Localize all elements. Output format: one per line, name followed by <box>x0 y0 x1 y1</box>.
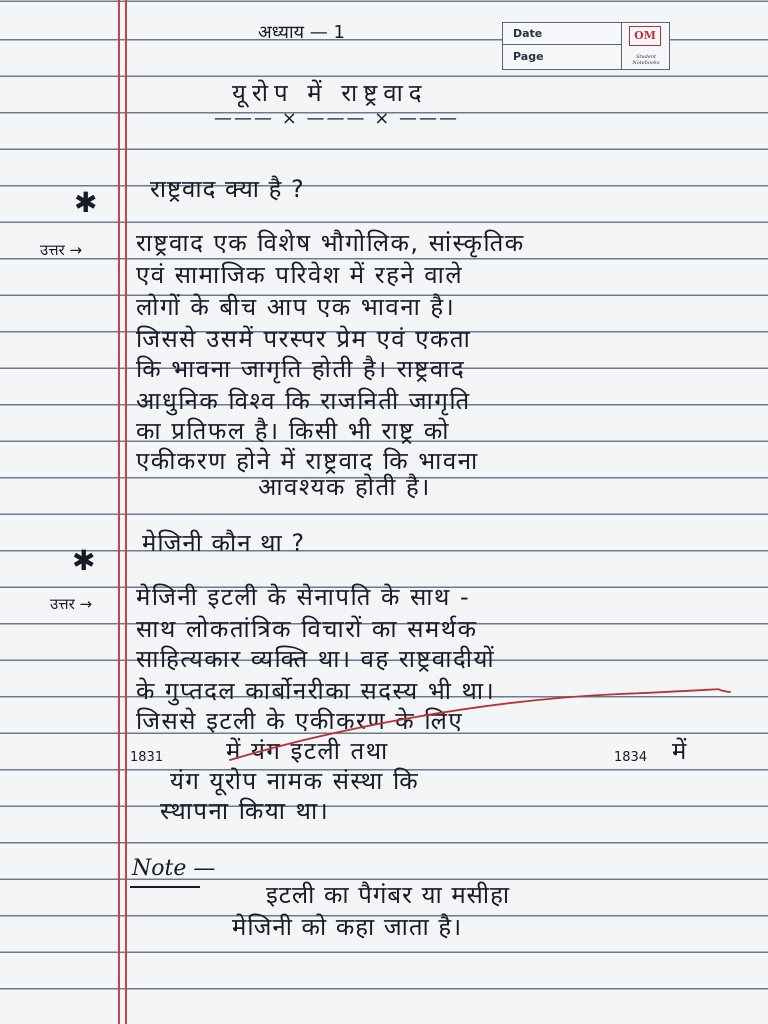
red-pen-path <box>230 689 730 760</box>
answer-2-line-8: स्थापना किया था। <box>160 797 330 825</box>
logo-text: OM <box>629 26 661 46</box>
answer-1-line-5: कि भावना जागृति होती है। राष्ट्रवाद <box>136 355 466 383</box>
page-title: यूरोप में राष्ट्रवाद <box>232 79 428 107</box>
answer-1-line-6: आधुनिक विश्व कि राजनिती जागृति <box>136 387 471 415</box>
question-1: राष्ट्रवाद क्या है ? <box>150 175 305 203</box>
question-2: मेजिनी कौन था ? <box>142 529 306 557</box>
answer-2-line-7: यंग यूरोप नामक संस्था कि <box>170 767 420 795</box>
answer-2-line-3: साहित्यकार व्यक्ति था। वह राष्ट्रवादीयों <box>136 645 496 673</box>
page-field: Page <box>513 50 544 63</box>
title-decoration: ——— × ——— × ——— <box>214 108 460 129</box>
chapter-heading: अध्याय — 1 <box>258 22 345 43</box>
answer-label-2: उत्तर → <box>50 595 93 613</box>
logo-subtext: Student Notebooks <box>632 54 660 66</box>
year-1831: 1831 <box>130 750 164 765</box>
answer-2-line-1: मेजिनी इटली के सेनापति के साथ - <box>136 583 471 611</box>
answer-2-line-5: जिससे इटली के एकीकरण के लिए <box>136 707 464 735</box>
answer-1-line-9: आवश्यक होती है। <box>258 473 431 501</box>
note-underline <box>130 886 200 888</box>
answer-1-line-8: एकीकरण होने में राष्ट्रवाद कि भावना <box>136 447 479 475</box>
answer-2-line-2: साथ लोकतांत्रिक विचारों का समर्थक <box>136 615 478 643</box>
answer-1-line-2: एवं सामाजिक परिवेश में रहने वाले <box>136 261 464 289</box>
question-marker-2: ✱ <box>72 544 96 577</box>
answer-2-line-6: में यंग इटली तथा <box>226 737 389 765</box>
date-field: Date <box>503 23 621 45</box>
year-1834: 1834 <box>614 750 648 765</box>
answer-2-line-4: के गुप्तदल कार्बोनरीका सदस्य भी था। <box>136 677 496 705</box>
answer-1-line-4: जिससे उसमें परस्पर प्रेम एवं एकता <box>136 325 472 353</box>
answer-2-line-6-end: में <box>672 737 688 765</box>
answer-1-line-7: का प्रतिफल है। किसी भी राष्ट्र को <box>136 417 450 445</box>
note-line-2: मेजिनी को कहा जाता है। <box>232 913 463 941</box>
answer-1-line-3: लोगों के बीच आप एक भावना है। <box>136 293 456 321</box>
answer-label-1: उत्तर → <box>40 241 83 259</box>
note-line-1: इटली का पैगंबर या मसीहा <box>266 881 511 909</box>
note-label: Note — <box>132 856 216 881</box>
answer-1-line-1: राष्ट्रवाद एक विशेष भौगोलिक, सांस्कृतिक <box>136 229 525 257</box>
question-marker-1: ✱ <box>74 186 98 219</box>
